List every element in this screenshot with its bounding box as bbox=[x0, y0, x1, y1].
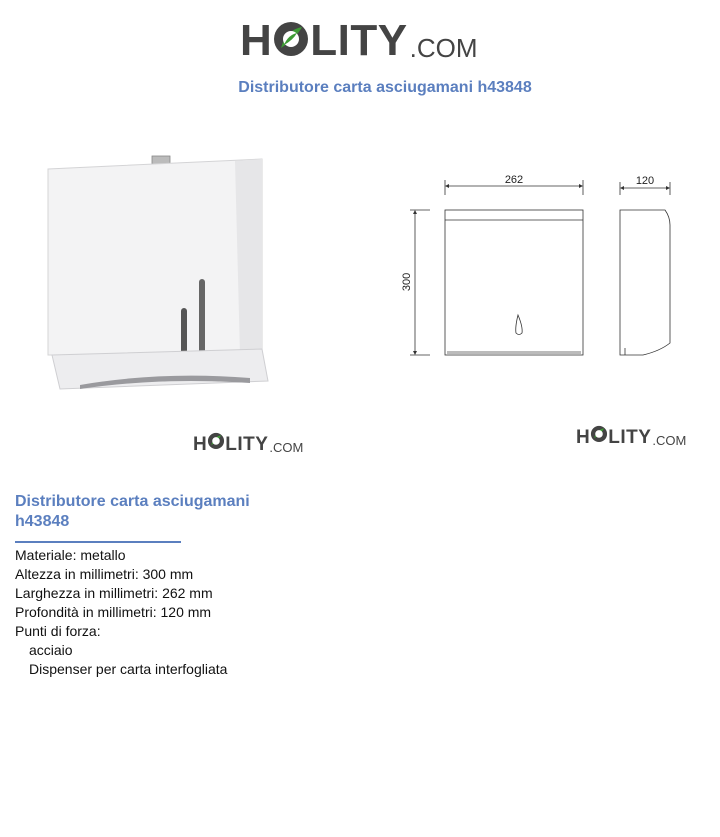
logo-tld: .COM bbox=[409, 33, 478, 63]
logo-tld: .COM bbox=[269, 440, 304, 455]
technical-drawing bbox=[395, 165, 695, 365]
spec-row-depth: Profondità in millimetri: 120 mm bbox=[15, 604, 212, 620]
width-dimension: 262 bbox=[504, 174, 524, 186]
spec-list bbox=[15, 546, 227, 679]
logo-word-lity: LITY bbox=[310, 16, 408, 65]
page-title: Distributore carta asciugamani h43848 bbox=[238, 79, 532, 96]
title-divider bbox=[15, 541, 181, 543]
logo-word-lity: LITY bbox=[608, 427, 652, 448]
logo-o-icon bbox=[272, 18, 310, 63]
logo-tld: .COM bbox=[652, 433, 687, 448]
product-photo bbox=[40, 145, 280, 395]
logo-letter-h: H bbox=[240, 16, 273, 65]
strength-item: Dispenser per carta interfogliata bbox=[29, 661, 228, 677]
spec-row-height: Altezza in millimetri: 300 mm bbox=[15, 566, 194, 582]
holity-logo-small bbox=[576, 424, 686, 448]
spec-row-width: Larghezza in millimetri: 262 mm bbox=[15, 585, 213, 601]
holity-logo[interactable] bbox=[240, 18, 478, 63]
logo-word-lity: LITY bbox=[225, 434, 269, 455]
spec-row-material: Materiale: metallo bbox=[15, 547, 126, 563]
strengths-label: Punti di forza: bbox=[15, 623, 101, 639]
logo-o-icon bbox=[590, 424, 608, 448]
strength-item: acciaio bbox=[29, 642, 73, 658]
holity-logo-small bbox=[193, 431, 303, 455]
height-dimension: 300 bbox=[401, 272, 413, 292]
depth-dimension: 120 bbox=[635, 175, 655, 187]
product-title: Distributore carta asciugamani h43848 bbox=[15, 493, 250, 530]
logo-letter-h: H bbox=[193, 434, 208, 455]
logo-o-icon bbox=[207, 431, 225, 455]
logo-letter-h: H bbox=[576, 427, 591, 448]
